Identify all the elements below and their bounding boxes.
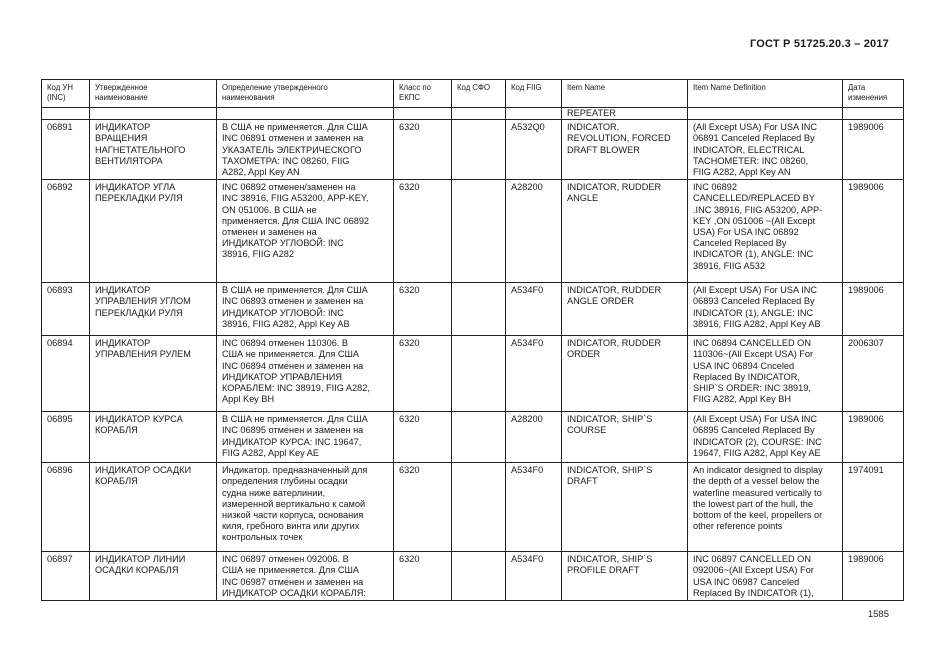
cell-name-ru: ИНДИКАТОР ВРАЩЕНИЯ НАГНЕТАТЕЛЬНОГО ВЕНТИЛЯТОРА [90,120,217,180]
table-row [42,412,904,463]
cell-definition-ru: Индикатор. предназначенный для определения глубины осадки судна ниже ватерлинии, измеренной вертикально к самой низкой части корпуса, основания киля, гребного винта или других контрольных точек [217,463,394,552]
table-cell [90,108,217,120]
cell-definition-ru: INC 06892 отменен/заменен на INC 38916, FIIG A53200, APP-KEY, ON 051006. В США не применяется. Для США INC 06892 отменен и заменен на ИНДИКАТОР УГЛОВОЙ: INC 38916, FIIG A282 [217,180,394,283]
table-header-row [42,80,904,108]
cell-ekps: 6320 [394,283,452,336]
cell-item-definition: (All Except USA) For USA INC 06893 Canceled Replaced By INDICATOR (1), ANGLE: INC 38916, FIIG A282, Appl Key AB [688,283,843,336]
cell-definition-ru: INC 06894 отменен 110306. В США не применяется. Для США INC 06894 отменен и заменен на ИНДИКАТОР УПРАВЛЕНИЯ КОРАБЛЕМ: INC 38919, FIIG A282, Appl Key BH [217,336,394,412]
cell-fiig: A534F0 [506,552,562,601]
table-row [42,552,904,601]
cell-sfo [452,552,506,601]
page-number: 1585 [867,609,889,620]
table-row [42,463,904,552]
cell-inc: 06893 [42,283,90,336]
col-header-item-name: Item Name [562,80,688,108]
table-row [42,336,904,412]
cell-item-name: INDICATOR, SHIP`S COURSE [562,412,688,463]
table-cell [452,108,506,120]
table-cell [506,108,562,120]
document-header: ГОСТ Р 51725.20.3 – 2017 [749,38,889,50]
cell-name-ru: ИНДИКАТОР ЛИНИИ ОСАДКИ КОРАБЛЯ [90,552,217,601]
classification-table [41,79,904,601]
table-cell [843,108,904,120]
cell-name-ru: ИНДИКАТОР КУРСА КОРАБЛЯ [90,412,217,463]
cell-fiig: A532Q0 [506,120,562,180]
cell-ekps: 6320 [394,180,452,283]
cell-sfo [452,283,506,336]
table-cell [394,108,452,120]
cell-item-name: INDICATOR, RUDDER ORDER [562,336,688,412]
cell-sfo [452,412,506,463]
cell-ekps: 6320 [394,336,452,412]
cell-item-definition: INC 06894 CANCELLED ON 110306~(All Except USA) For USA INC 06894 Cnceled Replaced By INDICATOR, SHIP`S ORDER: INC 38919, FIIG A282, Appl Key BH [688,336,843,412]
cell-ekps: 6320 [394,552,452,601]
col-header-inc: Код УН (INC) [42,80,90,108]
cell-definition-ru: В США не применяется. Для США INC 06891 отменен и заменен на УКАЗАТЕЛЬ ЭЛЕКТРИЧЕСКОГО ТАХОМЕТРА: INC 08260, FIIG A282, Appl Key AN [217,120,394,180]
cell-name-ru: ИНДИКАТОР УГЛА ПЕРЕКЛАДКИ РУЛЯ [90,180,217,283]
cell-definition-ru: В США не применяется. Для США INC 06893 отменен и заменен на ИНДИКАТОР УГЛОВОЙ: INC 38916, FIIG A282, Appl Key AB [217,283,394,336]
cell-ekps: 6320 [394,412,452,463]
table-row [42,180,904,283]
cell-item-definition: (All Except USA) For USA INC 06895 Canceled Replaced By INDICATOR (2), COURSE: INC 19647, FIIG A282, Appl Key AE [688,412,843,463]
cell-item-name: INDICATOR, SHIP`S DRAFT [562,463,688,552]
cell-inc: 06892 [42,180,90,283]
cell-date: 1989006 [843,552,904,601]
cell-ekps: 6320 [394,120,452,180]
table-row [42,120,904,180]
cell-sfo [452,463,506,552]
col-header-date: Дата изменения [843,80,904,108]
cell-sfo [452,120,506,180]
col-header-ekps: Класс по ЕКПС [394,80,452,108]
cell-date: 1989006 [843,180,904,283]
cell-item-name: INDICATOR, RUDDER ANGLE ORDER [562,283,688,336]
cell-inc: 06897 [42,552,90,601]
cell-item-definition: INC 06897 CANCELLED ON 092006~(All Except USA) For USA INC 06987 Canceled Replaced By INDICATOR (1), [688,552,843,601]
cell-sfo [452,336,506,412]
cell-item-name: INDICATOR, SHIP`S PROFILE DRAFT [562,552,688,601]
cell-definition-ru: В США не применяется. Для США INC 06895 отменен и заменен на ИНДИКАТОР КУРСА: INC 19647, FIIG A282, Appl Key AE [217,412,394,463]
cell-fiig: A534F0 [506,283,562,336]
col-header-sfo: Код СФО [452,80,506,108]
cell-definition-ru: INC 06897 отменен 092006. В США не применяется. Для США INC 06987 отменен и заменен на ИНДИКАТОР ОСАДКИ КОРАБЛЯ: [217,552,394,601]
cell-item-definition: An indicator designed to display the depth of a vessel below the waterline measured vertically to the lowest part of the hull, the bottom of the keel, propellers or other reference points [688,463,843,552]
continuation-row [42,108,904,120]
cell-date: 1989006 [843,283,904,336]
cell-inc: 06894 [42,336,90,412]
col-header-name-ru: Утвержденное наименование [90,80,217,108]
col-header-fiig: Код FIIG [506,80,562,108]
cell-inc: 06891 [42,120,90,180]
cell-name-ru: ИНДИКАТОР УПРАВЛЕНИЯ УГЛОМ ПЕРЕКЛАДКИ РУЛЯ [90,283,217,336]
cell-item-name: INDICATOR, RUDDER ANGLE [562,180,688,283]
cell-item-definition: (All Except USA) For USA INC 06891 Canceled Replaced By INDICATOR, ELECTRICAL TACHOMETER: INC 08260, FIIG A282, Appl Key AN [688,120,843,180]
table-row [42,283,904,336]
table-cell [42,108,90,120]
cell-fiig: A534F0 [506,463,562,552]
cell-fiig: A534F0 [506,336,562,412]
continuation-item-name: REPEATER [562,108,688,120]
cell-fiig: A28200 [506,412,562,463]
col-header-definition-ru: Определение утвержденного наименования [217,80,394,108]
cell-date: 2006307 [843,336,904,412]
cell-fiig: A28200 [506,180,562,283]
col-header-item-definition: Item Name Definition [688,80,843,108]
table-cell [217,108,394,120]
cell-name-ru: ИНДИКАТОР УПРАВЛЕНИЯ РУЛЕМ [90,336,217,412]
cell-date: 1989006 [843,412,904,463]
cell-item-definition: INC 06892 CANCELLED/REPLACED BY .INC 38916, FIIG A53200, APP- KEY ,ON 051006 ~(All Except USA) For USA INC 06892 Canceled Replaced By INDICATOR (1), ANGLE: INC 38916, FIIG A532 [688,180,843,283]
cell-sfo [452,180,506,283]
cell-date: 1974091 [843,463,904,552]
cell-item-name: INDICATOR, REVOLUTION, FORCED DRAFT BLOWER [562,120,688,180]
cell-inc: 06895 [42,412,90,463]
cell-inc: 06896 [42,463,90,552]
cell-ekps: 6320 [394,463,452,552]
cell-name-ru: ИНДИКАТОР ОСАДКИ КОРАБЛЯ [90,463,217,552]
table-cell [688,108,843,120]
cell-date: 1989006 [843,120,904,180]
